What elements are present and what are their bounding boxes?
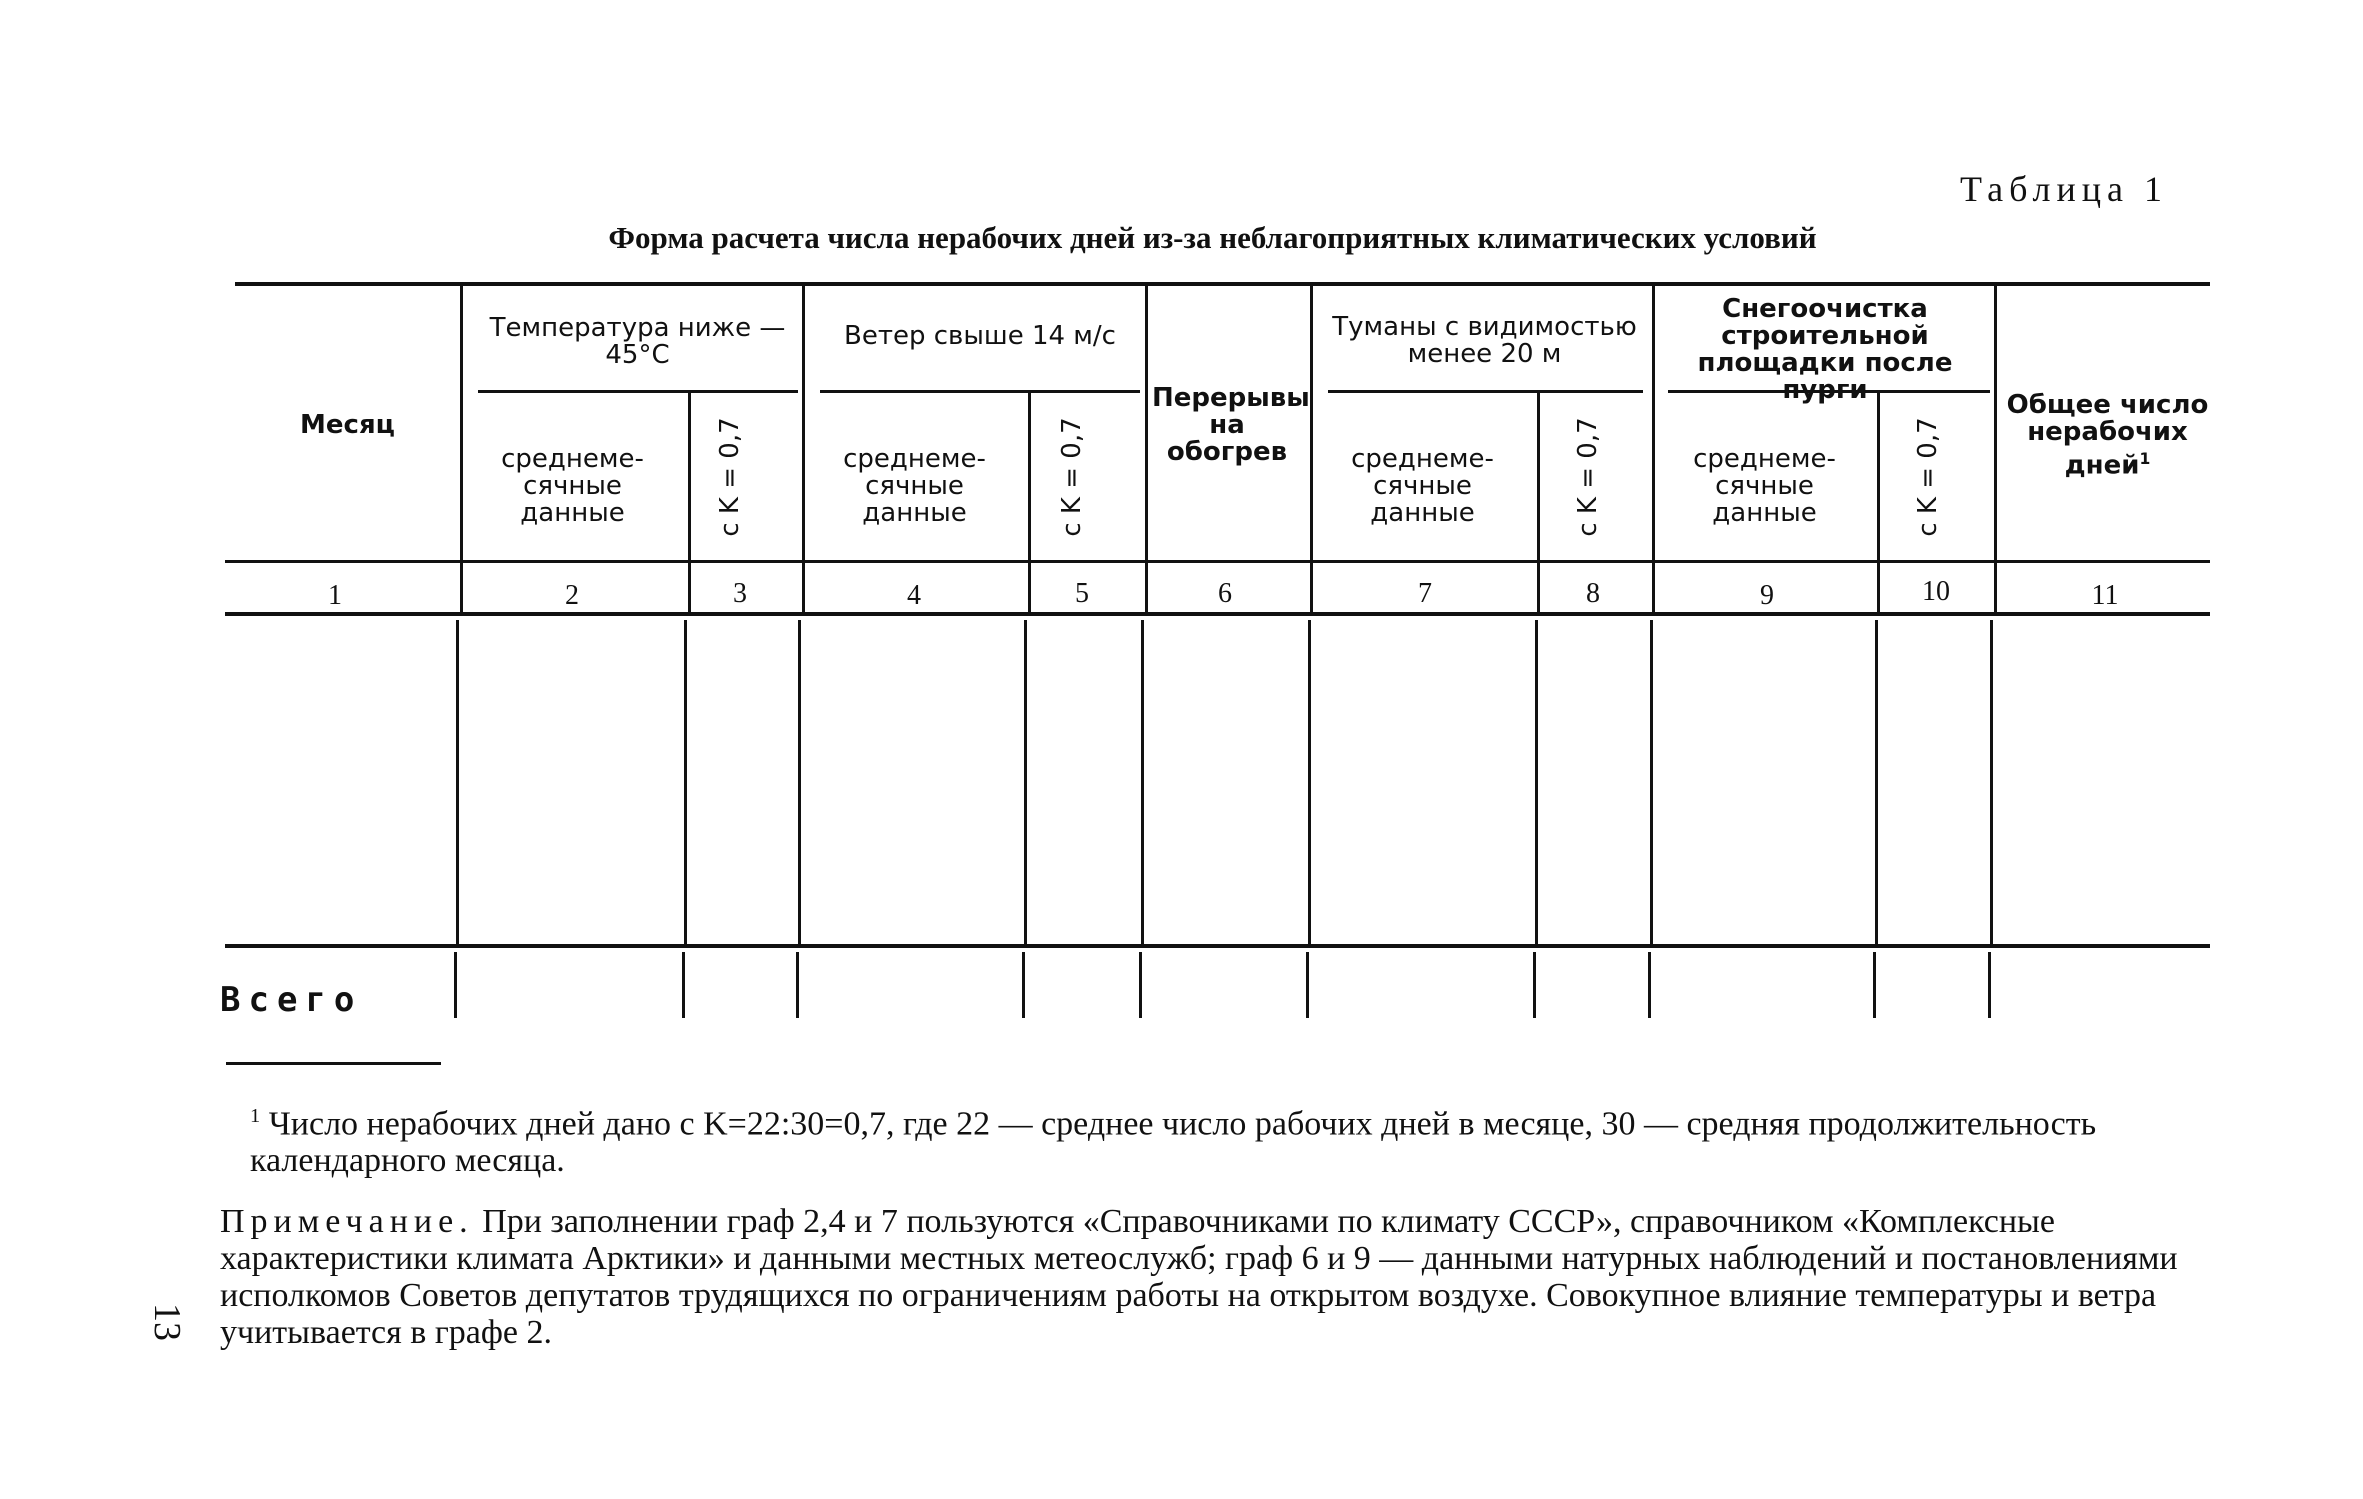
body-bottom-rule — [225, 944, 2210, 948]
footnote-text: Число нерабочих дней дано с K=22:30=0,7, где 22 — среднее число рабочих дней в месяце, 30 — средняя продолжительность календарного месяца. — [250, 1105, 2097, 1180]
body-divider-4 — [1024, 620, 1027, 944]
body-divider-9 — [1875, 620, 1878, 944]
numbers-bottom-rule — [225, 612, 2210, 616]
total-divider-9 — [1873, 952, 1876, 1018]
table-label: Таблица 1 — [1960, 169, 2168, 209]
subheader-avg-wind: среднеме-сячные данные — [843, 444, 986, 528]
body-divider-1 — [456, 620, 459, 944]
total-row-label: Всего — [220, 980, 363, 1020]
subheader-rule-temp — [478, 390, 798, 393]
subheader-rule-fog — [1328, 390, 1643, 393]
note-text: При заполнении граф 2,4 и 7 пользуются «Справочниками по климату СССР», справочником «Комплексные характеристики климата Арктики» и данными местных метеослужб; граф 6 и 9 — данными натурных наблюдений и постановлениями исполкомов Советов депутатов трудящихся по ограничениям работы на открытом воздухе. Совокупное влияние температуры и ветра учитывается в графе 2. — [220, 1203, 2178, 1351]
header-breaks: Перерывы на обогрев — [1152, 383, 1310, 467]
column-number: 11 — [2091, 580, 2119, 611]
body-divider-7 — [1535, 620, 1538, 944]
note — [220, 1203, 2210, 1351]
column-number: 9 — [1760, 580, 1774, 611]
col-divider-5 — [1145, 282, 1148, 612]
column-number: 5 — [1075, 578, 1089, 609]
col-divider-3 — [802, 282, 805, 612]
total-divider-2 — [682, 952, 685, 1018]
column-number: 4 — [907, 580, 921, 611]
col-divider-2 — [688, 393, 691, 612]
total-divider-10 — [1988, 952, 1991, 1018]
header-total-days — [2005, 392, 2210, 480]
col-divider-4 — [1028, 393, 1031, 612]
total-divider-5 — [1139, 952, 1142, 1018]
column-number: 3 — [733, 578, 747, 609]
header-bottom-rule — [225, 560, 2210, 563]
note-label: Примечание. — [220, 1203, 474, 1240]
page-number: 13 — [146, 1303, 188, 1341]
subheader-rule-wind — [820, 390, 1140, 393]
total-divider-4 — [1022, 952, 1025, 1018]
body-divider-10 — [1990, 620, 1993, 944]
subheader-k-snow: с K = 0,7 — [1913, 417, 1943, 537]
column-number: 2 — [565, 580, 579, 611]
column-number: 10 — [1922, 576, 1950, 607]
col-divider-9 — [1877, 393, 1880, 612]
col-divider-6 — [1310, 282, 1313, 612]
total-divider-8 — [1648, 952, 1651, 1018]
body-divider-6 — [1308, 620, 1311, 944]
column-number: 8 — [1586, 578, 1600, 609]
body-divider-5 — [1141, 620, 1144, 944]
footnote — [250, 1098, 2210, 1179]
table-top-rule — [235, 282, 2210, 286]
header-month: Месяц — [300, 410, 395, 440]
total-divider-3 — [796, 952, 799, 1018]
table-title: Форма расчета числа нерабочих дней из-за неблагоприятных климатических условий — [608, 220, 1817, 255]
subheader-k-wind: с K = 0,7 — [1057, 417, 1087, 537]
column-number: 7 — [1418, 578, 1432, 609]
header-total-days-text: Общее число нерабочих дней — [2006, 390, 2209, 481]
subheader-avg-fog: среднеме-сячные данные — [1351, 444, 1494, 528]
body-divider-8 — [1650, 620, 1653, 944]
body-divider-3 — [798, 620, 801, 944]
total-divider-1 — [454, 952, 457, 1018]
body-divider-2 — [684, 620, 687, 944]
header-wind: Ветер свыше 14 м/с — [844, 321, 1116, 351]
header-total-days-sup: 1 — [2139, 450, 2151, 468]
total-divider-7 — [1533, 952, 1536, 1018]
subheader-k-temp: с K = 0,7 — [715, 417, 745, 537]
col-divider-7 — [1537, 393, 1540, 612]
footnote-separator — [226, 1062, 441, 1065]
subheader-k-fog: с K = 0,7 — [1573, 417, 1603, 537]
header-fog: Туманы с видимостью менее 20 м — [1332, 312, 1637, 369]
subheader-avg-snow: среднеме-сячные данные — [1693, 444, 1836, 528]
header-snow: Снегоочистка строительной площадки после пурги — [1697, 294, 1953, 405]
subheader-avg-temp: среднеме-сячные данные — [501, 444, 644, 528]
footnote-marker: 1 — [250, 1105, 261, 1127]
column-number: 6 — [1218, 578, 1232, 609]
total-divider-6 — [1306, 952, 1309, 1018]
col-divider-1 — [460, 282, 463, 612]
header-temp: Температура ниже —45°С — [489, 313, 786, 370]
column-number: 1 — [328, 580, 342, 611]
